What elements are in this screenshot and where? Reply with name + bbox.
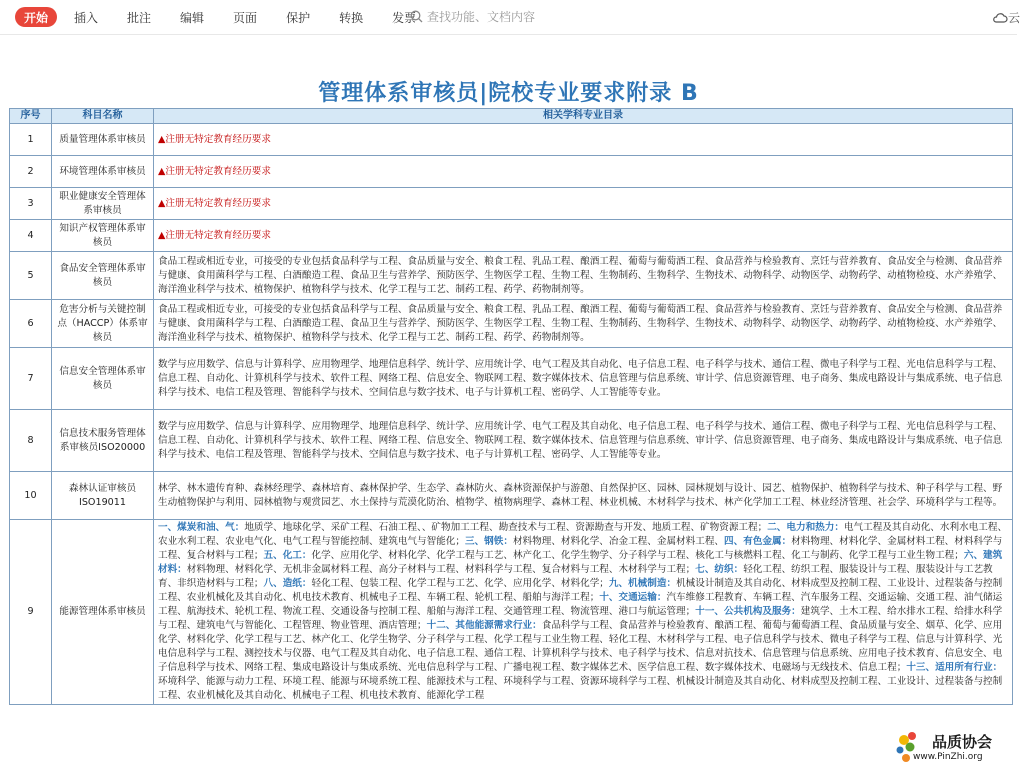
table-row [10, 348, 1013, 410]
table-row [10, 252, 1013, 300]
row-subject: 质量管理体系审核员 [52, 124, 154, 156]
energy-section-text: 环境科学、能源与动力工程、环境工程、能源与环境系统工程、能源技术与工程、环境科学与工程、资源环境科学与工程、机械设计制造及其自动化、材料成型及控制工程、工业设计、过程装备与控制工程、农业机械化及其自动化、机械电子工程、机电技术教育、能源化学工程 [158, 676, 1003, 701]
energy-section-heading: 二、电力和热力： [767, 522, 844, 533]
row-subject: 危害分析与关键控制点（HACCP）体系审核员 [52, 300, 154, 348]
energy-section-text: 化学、应用化学、材料化学、化学工程与工艺、林产化工、化学生物学、分子科学与工程、核化工与核燃料工程、化工与制药、化学工程与工业生物工程； [311, 550, 964, 561]
row-seq: 2 [10, 156, 52, 188]
energy-section-heading: 六、建筑材料： [158, 550, 1003, 575]
tab-comment[interactable]: 批注 [127, 10, 152, 25]
energy-section-text: 建筑学、土木工程、给水排水工程、给排水科学与工程、建筑电气与智能化、工程管理、物业管理、酒店管理； [158, 606, 1003, 631]
row-majors: 数学与应用数学、信息与计算科学、应用物理学、地理信息科学、统计学、应用统计学、电气工程及其自动化、电子信息工程、电子科学与技术、通信工程、微电子科学与工程、光电信息科学与工程、信息工程、自动化、计算机科学与技术、软件工程、网络工程、信息安全、物联网工程、数字媒体技术、信息管理与信息系统、审计学、信息资源管理、电子商务、集成电路设计与集成系统、电子信息科学与技术、电信工程及管理、智能科学与技术、空间信息与数字技术、电子与计算机工程、密码学、人工智能等专业。 [154, 348, 1013, 410]
table-row [10, 124, 1013, 156]
energy-section-text: 轻化工程、纺织工程、服装设计与工程、服装设计与工艺教育、非织造材料与工程； [158, 564, 993, 589]
row-subject: 信息技术服务管理体系审核员ISO20000 [52, 410, 154, 472]
energy-section-text: 轻化工程、包装工程、化学工程与工艺、化学、应用化学、材料化学； [311, 578, 609, 589]
ribbon-toolbar [0, 0, 1020, 35]
tab-convert[interactable]: 转换 [339, 10, 364, 25]
row-subject: 知识产权管理体系审核员 [52, 220, 154, 252]
row-seq: 9 [10, 520, 52, 705]
document-title: 管理体系审核员|院校专业要求附录 B [318, 81, 699, 106]
row-subject: 食品安全管理体系审核员 [52, 252, 154, 300]
row-seq: 1 [10, 124, 52, 156]
row-majors: 食品工程或相近专业，可接受的专业包括食品科学与工程、食品质量与安全、粮食工程、乳品工程、酿酒工程、葡萄与葡萄酒工程、食品营养与检验教育、烹饪与营养教育、食品安全与检测、食品营养与健康、食用菌科学与工程、白酒酿造工程、食品卫生与营养学、预防医学、生物医学工程、生物工程、生物制药、生物科学、生物技术、动物科学、动物医学、动物药学、动植物检疫、水产养殖学、海洋渔业科学与技术、植物保护、植物科学与技术、化学工程与工艺、制药工程、药学、药物制剂等。 [154, 300, 1013, 348]
row-majors: 林学、林木遗传育种、森林经理学、森林培育、森林保护学、生态学、森林防火、森林资源保护与游憩、自然保护区、园林、园林规划与设计、园艺、植物保护、植物科学与技术、种子科学与工程、野生动植物保护与利用、园林植物与观赏园艺、水土保持与荒漠化防治、植物学、植物病理学、森林工程、林业机械、木材科学与技术、林产化学加工工程、林业经济管理、社会学、环境科学与工程等。 [154, 472, 1013, 520]
table-row [10, 188, 1013, 220]
row-majors: ▲注册无特定教育经历要求 [154, 188, 1013, 220]
row-seq: 5 [10, 252, 52, 300]
energy-section-heading: 十一、公共机构及服务： [695, 606, 801, 617]
search-box[interactable] [410, 8, 535, 25]
table-row [10, 156, 1013, 188]
tab-protect[interactable]: 保护 [286, 10, 311, 25]
tab-insert[interactable]: 插入 [74, 10, 99, 25]
energy-section-heading: 十、交通运输： [599, 592, 667, 603]
row-seq: 7 [10, 348, 52, 410]
table-row [10, 520, 1013, 705]
table-row [10, 300, 1013, 348]
row-majors: 食品工程或相近专业，可接受的专业包括食品科学与工程、食品质量与安全、粮食工程、乳品工程、酿酒工程、葡萄与葡萄酒工程、食品营养与检验教育、烹饪与营养教育、食品安全与检测、食品营养与健康、食用菌科学与工程、白酒酿造工程、食品卫生与营养学、预防医学、生物医学工程、生物工程、生物制药、生物科学、生物技术、动物科学、动物医学、动物药学、动植物检疫、水产养殖学、海洋渔业科学与技术、植物保护、植物科学与技术、化学工程与工艺、制药工程、药学、药物制剂等。 [154, 252, 1013, 300]
row-majors-energy [154, 520, 1013, 705]
tab-page[interactable]: 页面 [233, 10, 258, 25]
row-majors: ▲注册无特定教育经历要求 [154, 156, 1013, 188]
energy-section-heading: 五、化工： [263, 550, 312, 561]
energy-section-text: 机械设计制造及其自动化、材料成型及控制工程、工业设计、过程装备与控制工程、农业机械化及其自动化、机电技术教育、机械电子工程、车辆工程、轮机工程、船舶与海洋工程； [158, 578, 1003, 603]
row-subject: 信息安全管理体系审核员 [52, 348, 154, 410]
energy-section-text: 地质学、地球化学、采矿工程、石油工程、、矿物加工工程、勘查技术与工程、资源勘查与开发、地质工程、矿物资源工程； [244, 522, 768, 533]
energy-section-text: 汽车维修工程教育、车辆工程、汽车服务工程、交通运输、交通工程、油气储运工程、航海技术、轮机工程、物流工程、交通设备与控制工程、船舶与海洋工程、交通管理工程、物流管理、港口与航运管理； [158, 592, 1003, 617]
row-seq: 4 [10, 220, 52, 252]
energy-section-heading: 十二、其他能源需求行业： [426, 620, 542, 631]
energy-section-text: 电气工程及其自动化、水利水电工程、农业水利工程、农业电气化、电气工程与智能控制、建筑电气与智能化； [158, 522, 1008, 547]
row-subject: 职业健康安全管理体系审核员 [52, 188, 154, 220]
energy-section-heading: 八、造纸： [263, 578, 312, 589]
header-seq: 序号 [10, 109, 52, 124]
tab-edit[interactable]: 编辑 [180, 10, 205, 25]
row-seq: 10 [10, 472, 52, 520]
row-majors: ▲注册无特定教育经历要求 [154, 124, 1013, 156]
energy-section-heading: 七、纺织： [695, 564, 744, 575]
header-majors: 相关学科专业目录 [154, 109, 1013, 124]
cloud-button[interactable] [992, 9, 1020, 26]
energy-section-heading: 九、机械制造： [608, 578, 677, 589]
energy-section-text: 材料物理、材料化学、冶金工程、金属材料工程、 [512, 536, 725, 547]
search-icon [410, 10, 423, 23]
row-seq: 8 [10, 410, 52, 472]
search-placeholder: 查找功能、文档内容 [427, 10, 536, 24]
tab-invoice[interactable]: 发票 [392, 10, 417, 25]
energy-section-heading: 三、钢铁： [465, 536, 513, 547]
row-subject: 能源管理体系审核员 [52, 520, 154, 705]
table-row [10, 472, 1013, 520]
energy-section-heading: 一、煤炭和油、气： [158, 522, 245, 533]
table-row [10, 410, 1013, 472]
energy-section-text: 材料物理、材料化学、无机非金属材料工程、高分子材料与工程、材料科学与工程、复合材料与工程、木材科学与工程； [186, 564, 696, 575]
energy-section-heading: 十三、适用所有行业： [906, 662, 1003, 673]
row-majors: ▲注册无特定教育经历要求 [154, 220, 1013, 252]
watermark-brand: 品质协会 [932, 733, 993, 751]
row-subject: 环境管理体系审核员 [52, 156, 154, 188]
cloud-icon [992, 12, 1008, 24]
start-tab[interactable]: 开始 [15, 7, 57, 27]
energy-section-heading: 四、有色金属： [724, 536, 792, 547]
energy-section-text: 材料物理、材料化学、金属材料工程、材料科学与工程、复合材料与工程； [158, 536, 1003, 561]
watermark-url: www.PinZhi.org [913, 752, 983, 762]
table-row [10, 220, 1013, 252]
energy-section-text: 食品科学与工程、食品营养与检验教育、酿酒工程、葡萄与葡萄酒工程、食品质量与安全、烟草、化学、应用化学、材料化学、化学工程与工艺、林产化工、化学生物学、分子科学与工程、化学工程与工业生物工程、轻化工程、木材科学与工程、电子信息科学与技术、微电子科学与工程、信息与计算科学、光电信息科学与工程、测控技术与仪器、电气工程及其自动化、电子信息工程、通信工程、计算机科学与技术、电子科学与技术、信息对抗技术、信息管理与信息系统、应用电子技术教育、信息安全、电子信息科学与技术、网络工程、集成电路设计与集成系统、光电信息科学与工程、广播电视工程、数字媒体艺术、医学信息工程、数字媒体技术、电磁场与无线技术、信息工程； [158, 620, 1003, 673]
cloud-label: 云 [1008, 11, 1020, 25]
row-subject: 森林认证审核员ISO19011 [52, 472, 154, 520]
row-seq: 3 [10, 188, 52, 220]
row-majors: 数学与应用数学、信息与计算科学、应用物理学、地理信息科学、统计学、应用统计学、电气工程及其自动化、电子信息工程、电子科学与技术、通信工程、微电子科学与工程、光电信息科学与工程、信息工程、自动化、计算机科学与技术、软件工程、网络工程、信息安全、物联网工程、数字媒体技术、信息管理与信息系统、审计学、信息资源管理、电子商务、集成电路设计与集成系统、电子信息科学与技术、电信工程及管理、智能科学与技术、空间信息与数字技术、电子与计算机工程、密码学、人工智能等专业。 [154, 410, 1013, 472]
requirements-table [9, 108, 1013, 705]
header-subject: 科目名称 [52, 109, 154, 124]
table-header-row [10, 109, 1013, 124]
row-seq: 6 [10, 300, 52, 348]
